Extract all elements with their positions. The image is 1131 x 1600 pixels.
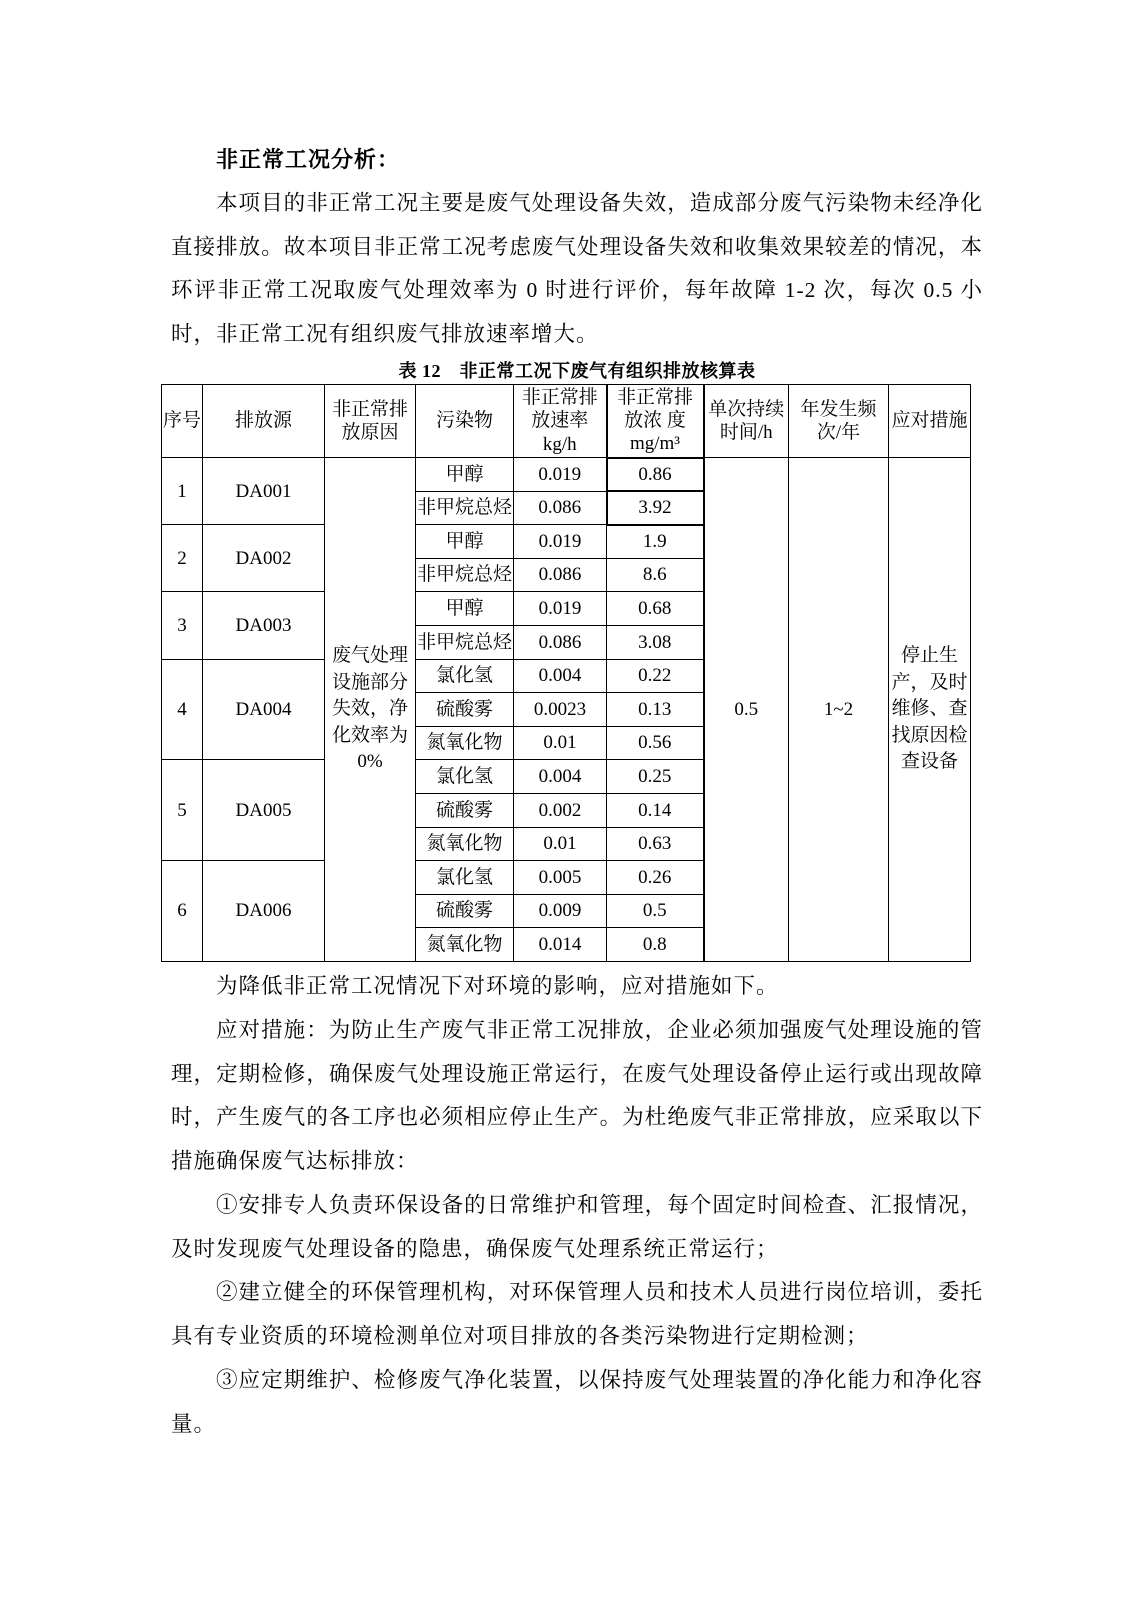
cell-rate: 0.0023 — [514, 693, 607, 727]
cell-source: DA001 — [203, 458, 325, 525]
cell-concentration: 0.14 — [607, 793, 704, 827]
after-table-paragraph-1: 为降低非正常工况情况下对环境的影响，应对措施如下。 — [216, 973, 779, 998]
cell-frequency: 1~2 — [789, 458, 889, 962]
cell-seq: 2 — [162, 525, 203, 592]
column-header-seq: 序号 — [162, 384, 203, 457]
cell-pollutant: 氯化氢 — [416, 861, 514, 895]
cell-rate: 0.014 — [514, 928, 607, 962]
cell-seq: 3 — [162, 592, 203, 659]
cell-rate: 0.086 — [514, 625, 607, 659]
cell-concentration: 0.13 — [607, 693, 704, 727]
cell-concentration: 3.08 — [607, 625, 704, 659]
column-header-measure: 应对措施 — [889, 384, 971, 457]
cell-seq: 1 — [162, 458, 203, 525]
cell-rate: 0.004 — [514, 659, 607, 693]
cell-rate: 0.019 — [514, 525, 607, 559]
after-table-paragraph-5: ③应定期维护、检修废气净化装置，以保持废气处理装置的净化能力和净化容量。 — [171, 1368, 983, 1436]
cell-pollutant: 非甲烷总烃 — [416, 491, 514, 525]
cell-concentration: 0.56 — [607, 726, 704, 760]
cell-rate: 0.002 — [514, 793, 607, 827]
cell-pollutant: 非甲烷总烃 — [416, 558, 514, 592]
emission-table — [161, 384, 971, 962]
cell-source: DA003 — [203, 592, 325, 659]
cell-pollutant: 硫酸雾 — [416, 793, 514, 827]
table-caption: 表 12 非正常工况下废气有组织排放核算表 — [398, 360, 756, 381]
cell-pollutant: 氯化氢 — [416, 659, 514, 693]
cell-rate: 0.01 — [514, 726, 607, 760]
section-heading: 非正常工况分析： — [216, 147, 401, 172]
cell-duration: 0.5 — [704, 458, 789, 962]
cell-pollutant: 氯化氢 — [416, 760, 514, 794]
column-header-source: 排放源 — [203, 384, 325, 457]
cell-concentration: 1.9 — [607, 525, 704, 559]
cell-seq: 4 — [162, 659, 203, 760]
cell-pollutant: 非甲烷总烃 — [416, 625, 514, 659]
cell-rate: 0.009 — [514, 894, 607, 928]
cell-pollutant: 甲醇 — [416, 592, 514, 626]
cell-rate: 0.004 — [514, 760, 607, 794]
cell-measure: 停止生产，及时维修、查找原因检查设备 — [889, 458, 971, 962]
column-header-frequency: 年发生频次/年 — [789, 384, 889, 457]
cell-source: DA004 — [203, 659, 325, 760]
cell-pollutant: 甲醇 — [416, 458, 514, 492]
cell-pollutant: 甲醇 — [416, 525, 514, 559]
cell-concentration: 0.25 — [607, 760, 704, 794]
cell-rate: 0.005 — [514, 861, 607, 895]
cell-rate: 0.086 — [514, 558, 607, 592]
cell-concentration: 0.8 — [607, 928, 704, 962]
after-table-paragraph-3: ①安排专人负责环保设备的日常维护和管理，每个固定时间检查、汇报情况，及时发现废气处理设备的隐患，确保废气处理系统正常运行； — [171, 1192, 983, 1261]
cell-pollutant: 氮氧化物 — [416, 928, 514, 962]
after-table-paragraph-2: 应对措施：为防止生产废气非正常工况排放，企业必须加强废气处理设施的管理，定期检修，确保废气处理设施正常运行，在废气处理设备停止运行或出现故障时，产生废气的各工序也必须相应停止生产。为杜绝废气非正常排放，应采取以下措施确保废气达标排放： — [171, 1017, 983, 1174]
cell-seq: 5 — [162, 760, 203, 861]
cell-concentration: 0.22 — [607, 659, 704, 693]
cell-concentration: 0.63 — [607, 827, 704, 861]
cell-rate: 0.086 — [514, 491, 607, 525]
cell-cause: 废气处理设施部分失效，净化效率为 0% — [325, 458, 416, 962]
cell-pollutant: 氮氧化物 — [416, 726, 514, 760]
cell-rate: 0.019 — [514, 592, 607, 626]
cell-rate: 0.019 — [514, 458, 607, 492]
intro-paragraph: 本项目的非正常工况主要是废气处理设备失效，造成部分废气污染物未经净化直接排放。故本项目非正常工况考虑废气处理设备失效和收集效果较差的情况，本环评非正常工况取废气处理效率为 0 时进行评价，每年故障 1-2 次，每次 0.5 小时，非正常工况有组织废气排放速率增大。 — [171, 190, 983, 347]
table-body — [162, 458, 971, 962]
cell-pollutant: 硫酸雾 — [416, 894, 514, 928]
cell-concentration: 3.92 — [607, 491, 704, 525]
column-header-duration: 单次持续时间/h — [704, 384, 789, 457]
cell-concentration: 8.6 — [607, 558, 704, 592]
cell-seq: 6 — [162, 861, 203, 962]
cell-source: DA006 — [203, 861, 325, 962]
column-header-cause: 非正常排放原因 — [325, 384, 416, 457]
cell-rate: 0.01 — [514, 827, 607, 861]
cell-concentration: 0.68 — [607, 592, 704, 626]
column-header-rate: 非正常排放速率 kg/h — [514, 384, 607, 457]
cell-source: DA005 — [203, 760, 325, 861]
table-row — [162, 458, 971, 492]
table-header-row — [162, 384, 971, 457]
after-table-paragraph-4: ②建立健全的环保管理机构，对环保管理人员和技术人员进行岗位培训，委托具有专业资质的环境检测单位对项目排放的各类污染物进行定期检测； — [171, 1280, 983, 1349]
column-header-concentration: 非正常排放浓 度 mg/m³ — [607, 384, 704, 457]
cell-source: DA002 — [203, 525, 325, 592]
cell-concentration: 0.5 — [607, 894, 704, 928]
cell-concentration: 0.86 — [607, 458, 704, 492]
cell-pollutant: 氮氧化物 — [416, 827, 514, 861]
cell-concentration: 0.26 — [607, 861, 704, 895]
cell-pollutant: 硫酸雾 — [416, 693, 514, 727]
column-header-pollutant: 污染物 — [416, 384, 514, 457]
